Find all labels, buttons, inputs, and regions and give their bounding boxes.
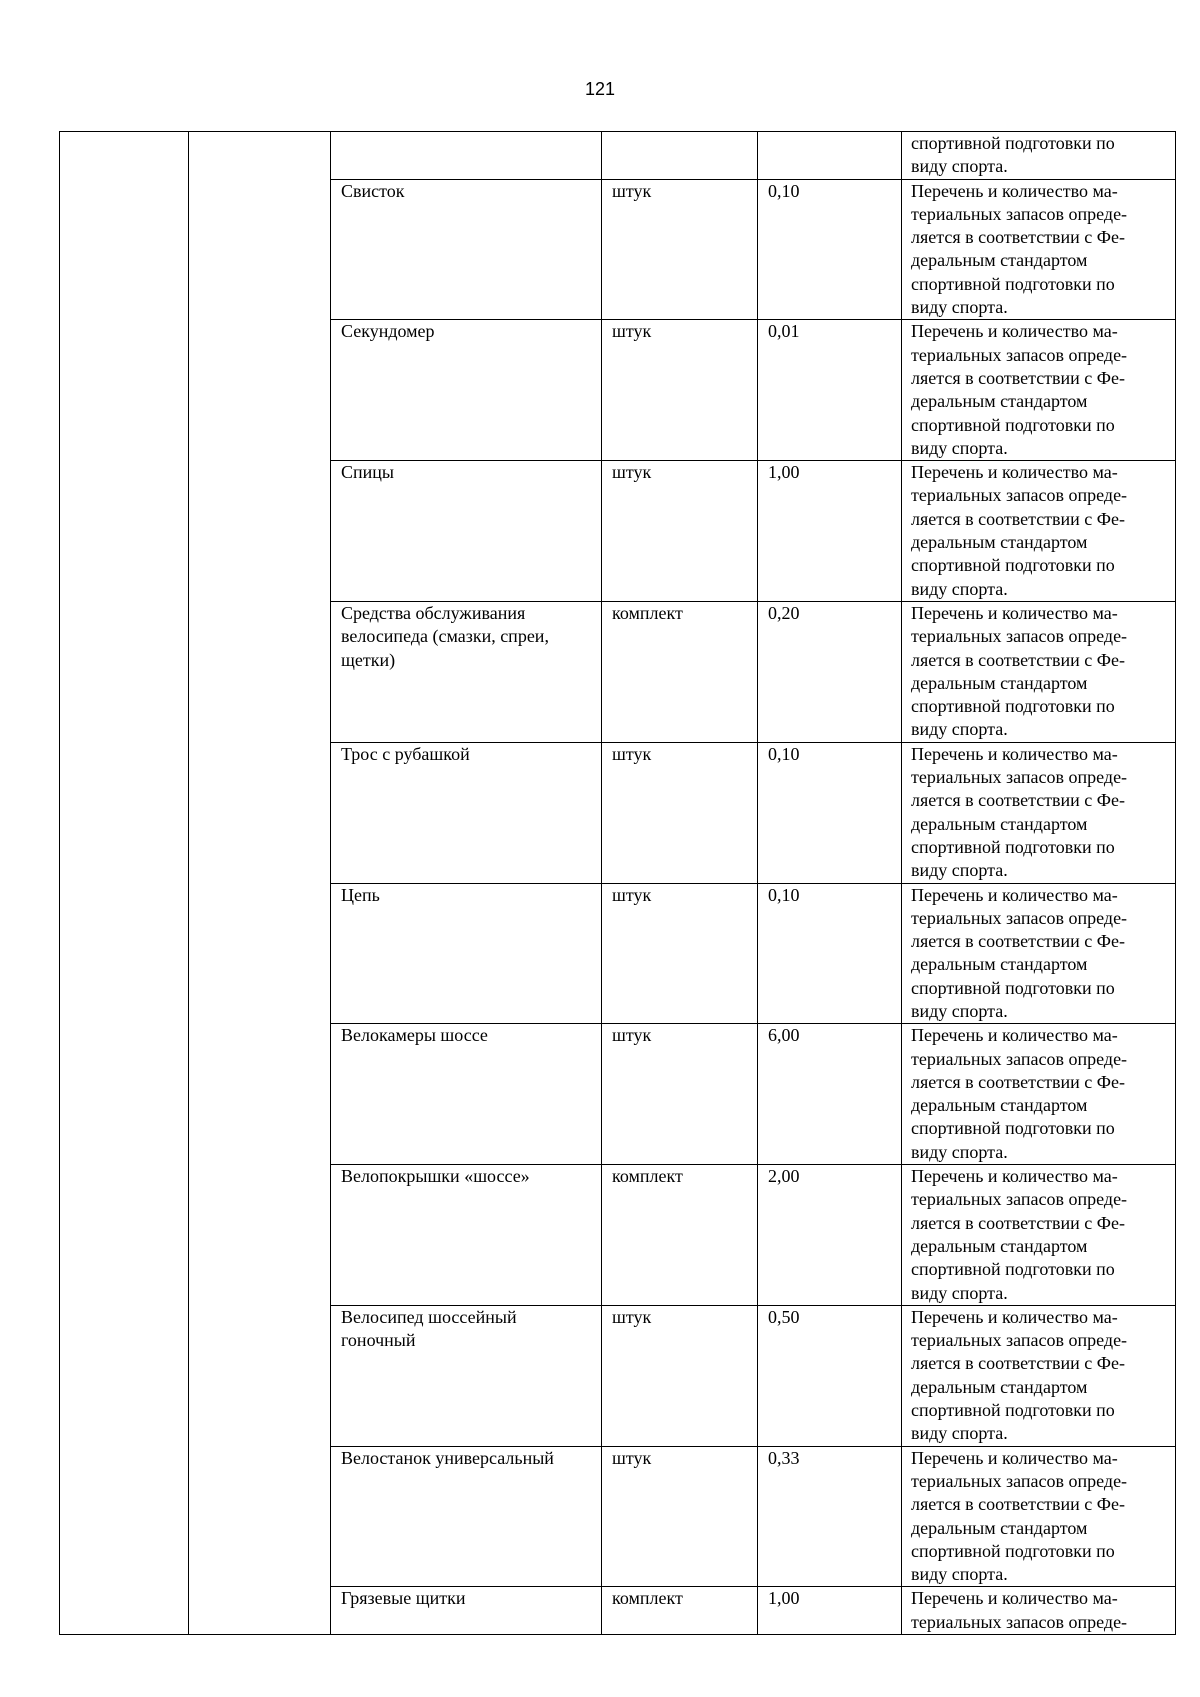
item-name-cell: Средства обслуживания велосипеда (смазки, спреи, щетки) <box>331 601 602 742</box>
note-line: териальных запасов опреде- <box>911 203 1128 224</box>
note-line: Перечень и количество ма- <box>911 1306 1118 1327</box>
note-line: Перечень и количество ма- <box>911 884 1118 905</box>
quantity-cell: 2,00 <box>758 1165 902 1306</box>
note-cell <box>902 179 1176 320</box>
item-name-cell: Велопокрышки «шоссе» <box>331 1165 602 1306</box>
note-line: Перечень и количество ма- <box>911 1166 1118 1187</box>
unit-cell: штук <box>602 883 758 1024</box>
unit-cell: комплект <box>602 601 758 742</box>
note-line: Перечень и количество ма- <box>911 1025 1118 1046</box>
unit-cell: штук <box>602 1446 758 1587</box>
unit-cell: штук <box>602 1305 758 1446</box>
note-line: спортивной подготовки по <box>911 414 1115 435</box>
note-line: Перечень и количество ма- <box>911 743 1118 764</box>
note-line: виду спорта. <box>911 297 1008 318</box>
note-line: деральным стандартом <box>911 672 1088 693</box>
page-number: 121 <box>584 79 616 99</box>
note-line: териальных запасов опреде- <box>911 626 1128 647</box>
note-line: спортивной подготовки по <box>911 133 1115 153</box>
note-cell <box>902 1446 1176 1587</box>
note-line: ляется в соответствии с Фе- <box>911 367 1126 388</box>
note-cell <box>902 461 1176 602</box>
merged-blank-cell-1 <box>60 132 189 1635</box>
note-cell <box>902 883 1176 1024</box>
unit-cell: штук <box>602 320 758 461</box>
unit-cell: штук <box>602 742 758 883</box>
item-name-cell: Велостанок универсальный <box>331 1446 602 1587</box>
table-body <box>60 132 1176 1635</box>
item-name-cell: Велокамеры шоссе <box>331 1024 602 1165</box>
note-line: Перечень и количество ма- <box>911 1588 1118 1609</box>
note-line: Перечень и количество ма- <box>911 602 1118 623</box>
note-line: ляется в соответствии с Фе- <box>911 227 1126 248</box>
note-line: спортивной подготовки по <box>911 1259 1115 1280</box>
note-cell <box>902 1024 1176 1165</box>
item-name-cell: Свисток <box>331 179 602 320</box>
note-cell <box>902 320 1176 461</box>
note-line: спортивной подготовки по <box>911 1400 1115 1421</box>
note-line: Перечень и количество ма- <box>911 321 1118 342</box>
unit-cell: штук <box>602 461 758 602</box>
unit-cell <box>602 132 758 180</box>
note-line: деральным стандартом <box>911 1095 1088 1116</box>
quantity-cell: 0,01 <box>758 320 902 461</box>
note-line: ляется в соответствии с Фе- <box>911 508 1126 529</box>
quantity-cell <box>758 132 902 180</box>
note-line: ляется в соответствии с Фе- <box>911 649 1126 670</box>
note-line: спортивной подготовки по <box>911 1118 1115 1139</box>
note-line: виду спорта. <box>911 1282 1008 1303</box>
note-line: деральным стандартом <box>911 1517 1088 1538</box>
note-line: деральным стандартом <box>911 532 1088 553</box>
item-name-cell: Спицы <box>331 461 602 602</box>
item-name-cell: Секундомер <box>331 320 602 461</box>
note-line: виду спорта. <box>911 437 1008 458</box>
note-cell <box>902 1587 1176 1635</box>
item-name-cell: Трос с рубашкой <box>331 742 602 883</box>
quantity-cell: 0,20 <box>758 601 902 742</box>
note-line: териальных запасов опреде- <box>911 907 1128 928</box>
note-line: ляется в соответствии с Фе- <box>911 1071 1126 1092</box>
note-line: деральным стандартом <box>911 954 1088 975</box>
note-cell <box>902 1305 1176 1446</box>
note-line: виду спорта. <box>911 1423 1008 1444</box>
equipment-table <box>59 131 1176 1635</box>
note-cell <box>902 132 1176 180</box>
note-line: виду спорта. <box>911 719 1008 740</box>
item-name-cell: Грязевые щитки <box>331 1587 602 1635</box>
note-line: виду спорта. <box>911 1564 1008 1585</box>
item-name-cell <box>331 132 602 180</box>
note-line: деральным стандартом <box>911 250 1088 271</box>
note-line: териальных запасов опреде- <box>911 485 1128 506</box>
note-line: деральным стандартом <box>911 1235 1088 1256</box>
note-cell <box>902 742 1176 883</box>
note-cell <box>902 601 1176 742</box>
note-line: Перечень и количество ма- <box>911 1447 1118 1468</box>
note-line: виду спорта. <box>911 1000 1008 1021</box>
note-line: виду спорта. <box>911 1141 1008 1162</box>
table-row <box>60 132 1176 180</box>
note-line: ляется в соответствии с Фе- <box>911 931 1126 952</box>
note-line: териальных запасов опреде- <box>911 1048 1128 1069</box>
quantity-cell: 6,00 <box>758 1024 902 1165</box>
note-line: спортивной подготовки по <box>911 1540 1115 1561</box>
note-line: ляется в соответствии с Фе- <box>911 1212 1126 1233</box>
note-line: спортивной подготовки по <box>911 836 1115 857</box>
note-line: ляется в соответствии с Фе- <box>911 1353 1126 1374</box>
note-line: Перечень и количество ма- <box>911 180 1118 201</box>
note-line: ляется в соответствии с Фе- <box>911 1494 1126 1515</box>
quantity-cell: 0,10 <box>758 742 902 883</box>
item-name-cell: Цепь <box>331 883 602 1024</box>
quantity-cell: 0,50 <box>758 1305 902 1446</box>
note-line: Перечень и количество ма- <box>911 462 1118 483</box>
note-line: деральным стандартом <box>911 813 1088 834</box>
note-line: виду спорта. <box>911 860 1008 881</box>
unit-cell: штук <box>602 1024 758 1165</box>
note-line: териальных запасов опреде- <box>911 1470 1128 1491</box>
note-line: ляется в соответствии с Фе- <box>911 790 1126 811</box>
note-line: деральным стандартом <box>911 391 1088 412</box>
note-line: териальных запасов опреде- <box>911 1189 1128 1210</box>
unit-cell: комплект <box>602 1165 758 1306</box>
note-cell <box>902 1165 1176 1306</box>
unit-cell: штук <box>602 179 758 320</box>
note-line: спортивной подготовки по <box>911 977 1115 998</box>
note-line: деральным стандартом <box>911 1376 1088 1397</box>
note-line: териальных запасов опреде- <box>911 1611 1128 1632</box>
merged-blank-cell-2 <box>189 132 331 1635</box>
quantity-cell: 1,00 <box>758 461 902 602</box>
note-line: виду спорта. <box>911 156 1008 177</box>
note-line: териальных запасов опреде- <box>911 1330 1128 1351</box>
quantity-cell: 0,10 <box>758 179 902 320</box>
note-line: виду спорта. <box>911 578 1008 599</box>
quantity-cell: 0,33 <box>758 1446 902 1587</box>
quantity-cell: 0,10 <box>758 883 902 1024</box>
note-line: спортивной подготовки по <box>911 555 1115 576</box>
note-line: спортивной подготовки по <box>911 273 1115 294</box>
unit-cell: комплект <box>602 1587 758 1635</box>
note-line: териальных запасов опреде- <box>911 767 1128 788</box>
note-line: териальных запасов опреде- <box>911 344 1128 365</box>
quantity-cell: 1,00 <box>758 1587 902 1635</box>
note-line: спортивной подготовки по <box>911 696 1115 717</box>
item-name-cell: Велосипед шоссейный гоночный <box>331 1305 602 1446</box>
